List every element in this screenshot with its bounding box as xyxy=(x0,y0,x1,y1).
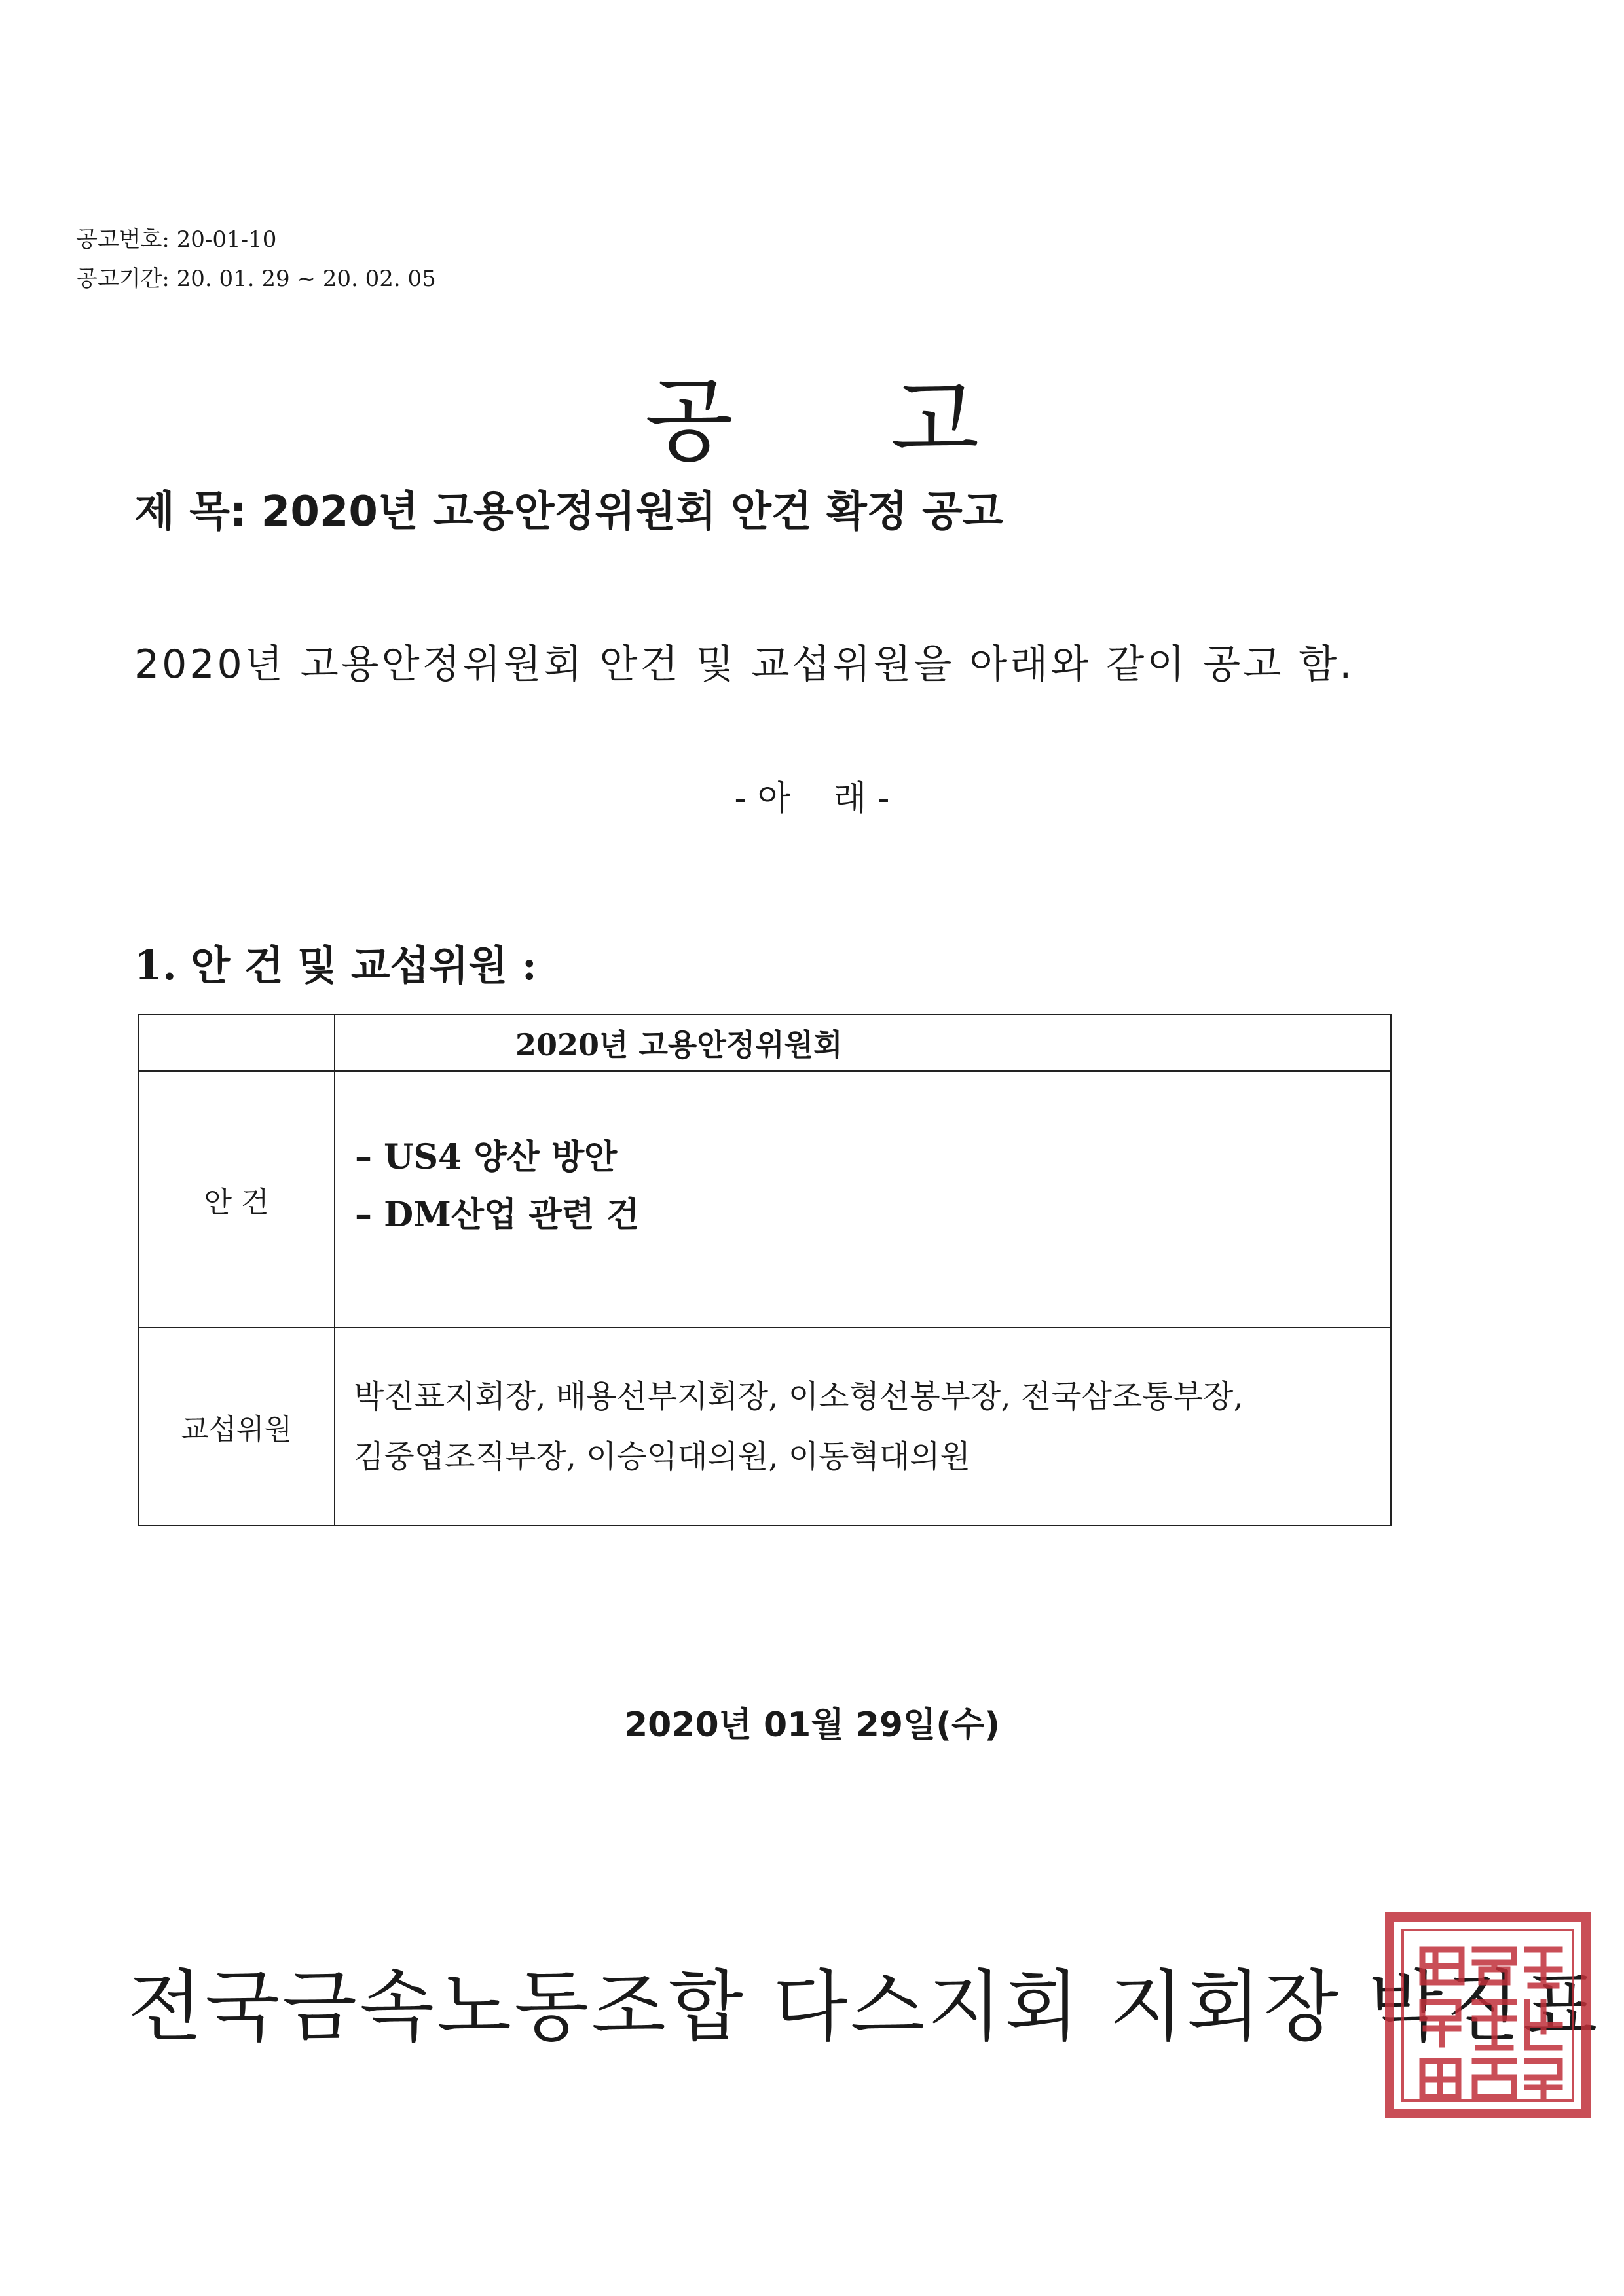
agenda-list xyxy=(335,1129,1390,1270)
notice-number: 공고번호: 20-01-10 xyxy=(76,227,277,253)
agenda-table xyxy=(138,1014,1392,1526)
agenda-row xyxy=(138,1071,1391,1328)
members-cell xyxy=(335,1328,1391,1525)
below-heading: - 아 래 - xyxy=(734,779,890,818)
members-row xyxy=(138,1328,1391,1525)
agenda-item: – US4 양산 방안 xyxy=(355,1137,618,1177)
intro-text: 2020년 고용안정위원회 안건 및 교섭위원을 아래와 같이 공고 함. xyxy=(134,642,1355,687)
agenda-cell xyxy=(335,1071,1391,1328)
document-title: 공고 xyxy=(644,367,1137,475)
section-heading: 1. 안 건 및 교섭위원 : xyxy=(134,941,537,989)
members-line-2: 김중엽조직부장, 이승익대의원, 이동혁대의원 xyxy=(354,1438,971,1475)
official-seal-icon xyxy=(1383,1910,1593,2120)
table-corner-cell xyxy=(138,1015,335,1071)
notice-date: 2020년 01월 29일(수) xyxy=(623,1705,1001,1745)
notice-period: 공고기간: 20. 01. 29 ~ 20. 02. 05 xyxy=(76,266,436,292)
table-header-row xyxy=(138,1015,1391,1071)
agenda-label: 안 건 xyxy=(138,1071,335,1328)
issuer-signature-line: 전국금속노동조합 다스지회 지회장 박진표 xyxy=(128,1961,1600,2052)
agenda-item: – DM산업 관련 건 xyxy=(355,1195,640,1235)
table-header-cell: 2020년 고용안정위원회 xyxy=(335,1015,1391,1071)
subject-line: 제 목: 2020년 고용안정위원회 안건 확정 공고 xyxy=(134,488,1003,536)
members-line-1: 박진표지회장, 배용선부지회장, 이소형선봉부장, 전국삼조통부장, xyxy=(354,1378,1244,1415)
members-label: 교섭위원 xyxy=(138,1328,335,1525)
